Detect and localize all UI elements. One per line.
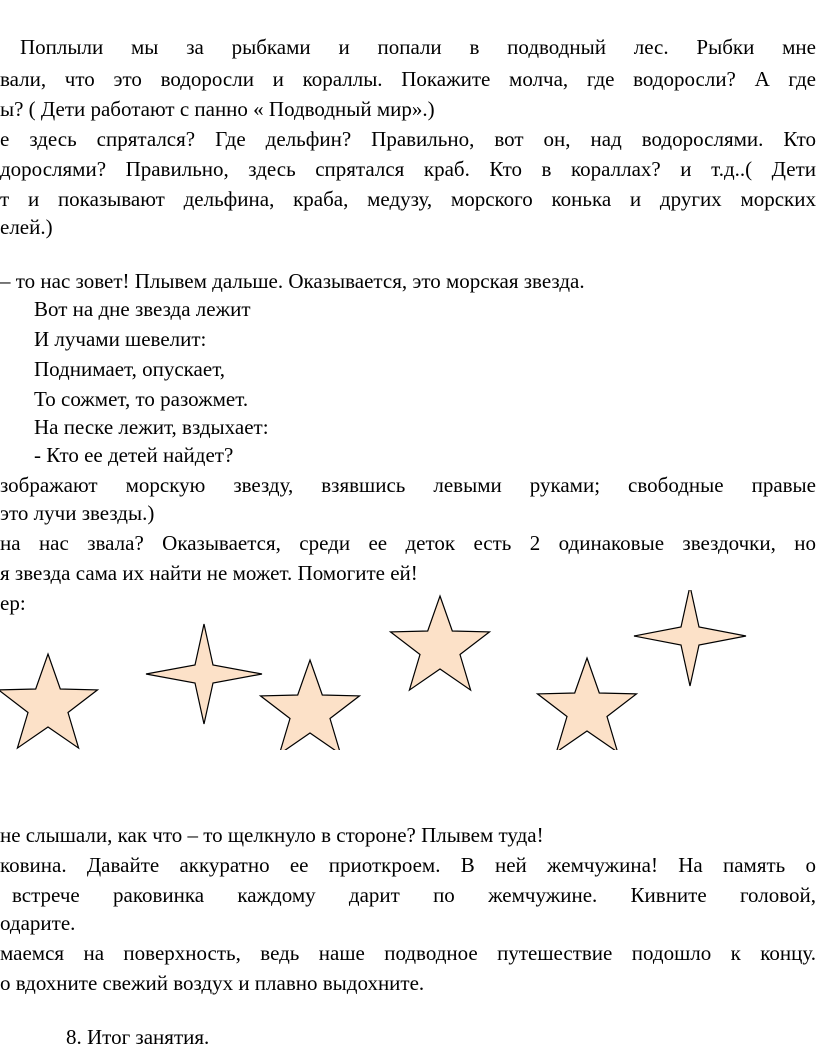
paragraph-line: не слышали, как что – то щелкнуло в стороне? Плывем туда! xyxy=(0,823,544,847)
four-point-star xyxy=(146,624,262,724)
paragraph-line: я звезда сама их найти не может. Помогите ей! xyxy=(0,561,418,585)
poem-line: И лучами шевелит: xyxy=(34,327,207,351)
paragraph-line: вали, что это водоросли и кораллы. Покажите молча, где водоросли? А где xyxy=(0,67,816,91)
five-point-star xyxy=(261,660,360,750)
five-point-star xyxy=(538,658,637,750)
paragraph-line: маемся на поверхность, ведь наше подводное путешествие подошло к концу. xyxy=(0,941,816,965)
four-point-star xyxy=(634,590,746,686)
paragraph-line: дорослями? Правильно, здесь спрятался краб. Кто в кораллах? и т.д..( Дети xyxy=(0,157,816,181)
paragraph-line: ковина. Давайте аккуратно ее приоткроем. В ней жемчужина! На память о xyxy=(0,853,816,877)
section-heading: 8. Итог занятия. xyxy=(66,1025,210,1049)
paragraph-line: зображают морскую звезду, взявшись левыми руками; свободные правые xyxy=(0,473,816,497)
five-point-star xyxy=(0,654,98,748)
poem-line: То сожмет, то разожмет. xyxy=(34,387,249,411)
paragraph-line: на нас звала? Оказывается, среди ее деток есть 2 одинаковые звездочки, но xyxy=(0,531,816,555)
stars-figure xyxy=(0,590,816,750)
paragraph-line: е здесь спрятался? Где дельфин? Правильно, вот он, над водорослями. Кто xyxy=(0,127,816,151)
five-point-star xyxy=(391,596,490,690)
paragraph-line: встрече раковинка каждому дарит по жемчужине. Кивните головой, xyxy=(12,883,816,907)
poem-line: - Кто ее детей найдет? xyxy=(34,443,234,467)
paragraph-line: это лучи звезды.) xyxy=(0,501,155,525)
paragraph-line: Поплыли мы за рыбками и попали в подводный лес. Рыбки мне xyxy=(20,35,816,59)
poem-line: На песке лежит, вздыхает: xyxy=(34,415,269,439)
paragraph-line: – то нас зовет! Плывем дальше. Оказывается, это морская звезда. xyxy=(0,269,585,293)
paragraph-line: ер: xyxy=(0,591,26,615)
paragraph-line: одарите. xyxy=(0,911,76,935)
paragraph-line: елей.) xyxy=(0,215,53,239)
paragraph-line: т и показывают дельфина, краба, медузу, морского конька и других морских xyxy=(0,187,816,211)
poem-line: Поднимает, опускает, xyxy=(34,357,226,381)
poem-line: Вот на дне звезда лежит xyxy=(34,297,251,321)
paragraph-line: о вдохните свежий воздух и плавно выдохните. xyxy=(0,971,425,995)
paragraph-line: ы? ( Дети работают с панно « Подводный мир».) xyxy=(0,97,435,121)
